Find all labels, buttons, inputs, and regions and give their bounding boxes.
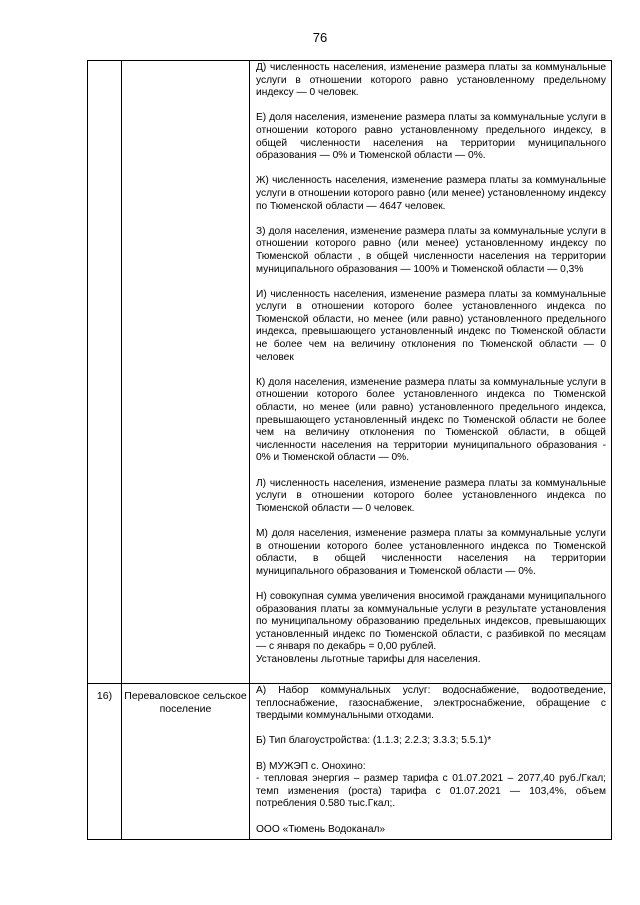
indicator-paragraph-k: К) доля населения, изменение размера платы за коммунальные услуги в отношении которого более установленного индекса по Тюменской области, но менее (или равно) установленного предельного индекса, превышающего установленный индекс по Тюменской области не более чем на величину отклонения по Тюменской области, в общей численности населения на территории муниципального образования - 0% и Тюменской области — 0%. — [256, 376, 606, 464]
indicator-paragraph-zh: Ж) численность населения, изменение размера платы за коммунальные услуги в отношении которого равно (или менее) установленному индексу по Тюменской области — 4647 человек. — [256, 175, 606, 212]
indicator-paragraph-m: М) доля населения, изменение размера платы за коммунальные услуги в отношении которого более установленного индекса по Тюменской области, в общей численности населения на территории муниципального образования и Тюменской области — 0%. — [256, 527, 606, 577]
amenity-type-paragraph: Б) Тип благоустройства: (1.1.3; 2.2.3; 3.3.3; 5.5.1)* — [256, 735, 492, 747]
settlement-name: Переваловское сельское поселение — [122, 684, 250, 840]
row-number: 16) — [88, 684, 122, 840]
table-row — [88, 684, 612, 840]
indicator-paragraph-i: И) численность населения, изменение размера платы за коммунальные услуги в отношении которого более установленного индекса по Тюменской области, но менее (или равно) установленного предельного индекса, превышающего установленный индекс по Тюменской области не более чем на величину отклонения по Тюменской области — 0 человек — [256, 288, 606, 363]
water-utility-name: ООО «Тюмень Водоканал» — [256, 823, 386, 835]
benefits-note: Установлены льготные тарифы для населения. — [256, 653, 481, 665]
row-number-cell — [88, 61, 122, 684]
table-row — [88, 61, 612, 684]
services-cell — [250, 684, 612, 840]
indicators-cell — [250, 61, 612, 684]
indicator-paragraph-n: Н) совокупная сумма увеличения вносимой гражданами муниципального образования платы за коммунальные услуги в результате установления по муниципальному образованию предельных индексов, превышающих установленный индекс по Тюменской области, с разбивкой по месяцам — с января по декабрь = 0,00 рублей. — [256, 590, 606, 653]
heat-tariff-paragraph: - тепловая энергия – размер тарифа с 01.07.2021 – 2077,40 руб./Гкал; темп изменения (роста) тарифа с 01.07.2021 — 103,4%, объем потребления 0.580 тыс.Гкал;. — [256, 773, 606, 810]
services-set-paragraph: А) Набор коммунальных услуг: водоснабжение, водоотведение, теплоснабжение, газоснабжение, электроснабжение, обращение с твердыми коммунальными отходами. — [256, 685, 606, 722]
page-number: 76 — [312, 30, 328, 45]
indicator-paragraph-d: Д) численность населения, изменение размера платы за коммунальные услуги в отношении которого равно установленному предельному индексу — 0 человек. — [256, 62, 606, 99]
indicator-paragraph-l: Л) численность населения, изменение размера платы за коммунальные услуги в отношении которого более установленного индекса по Тюменской области — 0 человек. — [256, 477, 606, 514]
tariff-table — [87, 60, 612, 840]
indicator-paragraph-e: Е) доля населения, изменение размера платы за коммунальные услуги в отношении которого равно установленному предельного индексу, в общей численности населения на территории муниципального образования — 0% и Тюменской области — 0%. — [256, 112, 606, 162]
settlement-name-cell — [122, 61, 250, 684]
indicator-paragraph-z: З) доля населения, изменение размера платы за коммунальные услуги в отношении которого равно (или менее) установленному индексу по Тюменской области , в общей численности населения на территории муниципального образования — 100% и Тюменской области — 0,3% — [256, 225, 606, 275]
provider-title: В) МУЖЭП с. Онохино: — [256, 760, 366, 772]
